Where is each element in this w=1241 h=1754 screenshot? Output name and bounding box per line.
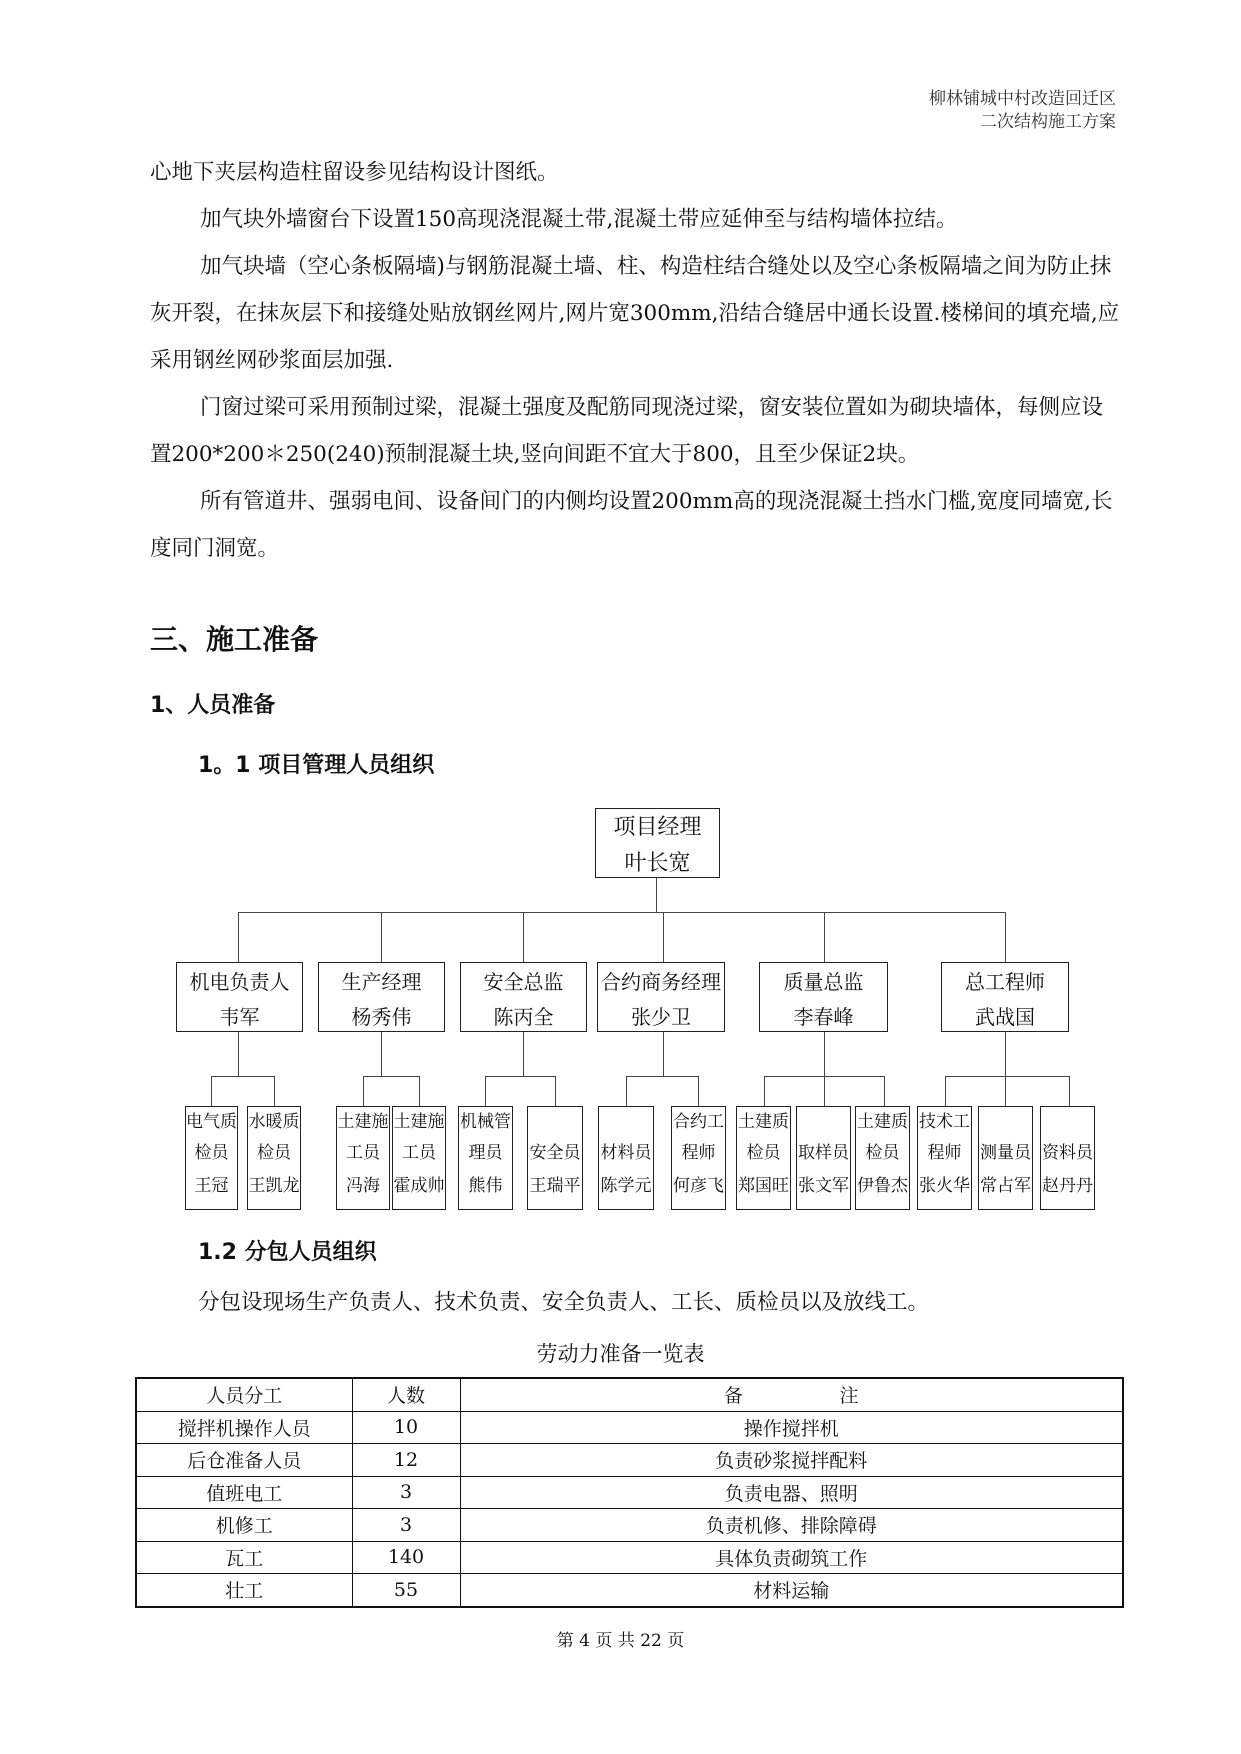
org-name: 韦军	[219, 1005, 260, 1029]
table-header-cell: 人员分工	[136, 1378, 352, 1411]
table-row	[136, 1541, 1123, 1574]
paragraph: 加气块墙（空心条板隔墙)与钢筋混凝土墙、柱、构造柱结合缝处以及空心条板隔墙之间为防止抹灰开裂，在抹灰层下和接缝处贴放钢丝网片,网片宽300mm,沿结合缝居中通长设置.楼梯间的填充墙,应采用钢丝网砂浆面层加强.	[150, 254, 1120, 373]
org-l3-line: 工员	[346, 1143, 380, 1163]
org-box-level3	[458, 1106, 513, 1210]
table-cell: 材料运输	[460, 1574, 1123, 1607]
org-box-level3	[336, 1106, 390, 1210]
org-role: 合约商务经理	[601, 970, 721, 994]
org-role: 生产经理	[341, 970, 422, 994]
org-l3-line: 程师	[927, 1143, 962, 1163]
paragraph: 所有管道井、强弱电间、设备间门的内侧均设置200mm高的现浇混凝土挡水门槛,宽度同墙宽,长度同门洞宽。	[150, 489, 1113, 561]
org-l3-line: 土建质	[738, 1112, 789, 1132]
org-box-level2	[460, 962, 587, 1032]
org-l3-line	[979, 1111, 1032, 1133]
org-l3-line: 土建施	[393, 1112, 445, 1132]
org-l3-line: 检员	[257, 1143, 291, 1163]
org-box-level3	[917, 1106, 972, 1210]
org-box-level3	[185, 1106, 238, 1210]
org-name: 杨秀伟	[351, 1005, 412, 1029]
table-cell: 负责砂浆搅拌配料	[460, 1444, 1123, 1477]
org-name: 陈丙全	[493, 1005, 554, 1029]
org-l3-line: 何彦飞	[673, 1176, 724, 1196]
org-box-level3	[978, 1106, 1033, 1210]
org-box-level2	[597, 962, 725, 1032]
org-box-level3	[598, 1106, 654, 1210]
paragraph: 加气块外墙窗台下设置150高现浇混凝土带,混凝土带应延伸至与结构墙体拉结。	[200, 207, 958, 232]
org-l3-line: 郑国旺	[738, 1176, 789, 1196]
org-box-level3	[796, 1106, 851, 1210]
org-l3-line: 熊伟	[468, 1176, 503, 1196]
org-box-level2	[318, 962, 445, 1032]
table-cell: 搅拌机操作人员	[136, 1411, 352, 1444]
org-box-level3	[247, 1106, 301, 1210]
org-box-level2	[176, 962, 303, 1032]
org-box-level3	[671, 1106, 726, 1210]
org-l3-line: 合约工	[673, 1112, 724, 1132]
table-row	[136, 1411, 1123, 1444]
table-header-cell: 备 注	[460, 1378, 1123, 1411]
table-cell: 瓦工	[136, 1541, 352, 1574]
org-l3-line: 张文军	[798, 1176, 849, 1196]
org-name: 张少卫	[631, 1005, 691, 1029]
org-box-level3	[855, 1106, 910, 1210]
org-box-level2	[941, 962, 1069, 1032]
org-l3-line: 取样员	[798, 1143, 849, 1163]
org-l3-line: 电气质	[186, 1112, 237, 1132]
table-row	[136, 1574, 1123, 1607]
org-name: 武战国	[975, 1005, 1035, 1029]
org-box-level3	[736, 1106, 791, 1210]
org-l3-line: 程师	[681, 1143, 716, 1163]
org-l3-line: 陈学元	[600, 1176, 652, 1196]
page-header	[929, 88, 1116, 134]
org-l3-line: 安全员	[529, 1143, 581, 1163]
table-cell: 55	[352, 1574, 460, 1607]
table-cell: 12	[352, 1444, 460, 1477]
org-l3-line: 霍成帅	[393, 1176, 445, 1196]
org-box-level3	[527, 1106, 583, 1210]
subcontract-text: 分包设现场生产负责人、技术负责、安全负责人、工长、质检员以及放线工。	[198, 1290, 930, 1315]
labor-table	[135, 1377, 1124, 1608]
org-l3-line: 王冠	[194, 1176, 229, 1196]
org-l3-line: 理员	[468, 1143, 503, 1163]
org-role: 项目经理	[613, 815, 702, 840]
table-cell: 值班电工	[136, 1476, 352, 1509]
org-l3-line: 水暖质	[248, 1112, 300, 1132]
org-l3-line: 测量员	[980, 1143, 1031, 1163]
org-l3-line: 资料员	[1042, 1143, 1093, 1163]
paragraph: 门窗过梁可采用预制过梁，混凝土强度及配筋同现浇过梁，窗安装位置如为砌块墙体，每侧应设置200*200＊250(240)预制混凝土块,竖向间距不宜大于800，且至少保证2块。	[150, 395, 1104, 467]
org-l3-line: 王瑞平	[529, 1176, 581, 1196]
table-cell: 具体负责砌筑工作	[460, 1541, 1123, 1574]
org-l3-line: 检员	[865, 1143, 900, 1163]
org-l3-line: 土建施	[337, 1112, 389, 1132]
paragraph: 心地下夹层构造柱留设参见结构设计图纸。	[150, 160, 559, 185]
org-l3-line	[599, 1111, 653, 1133]
page-footer: 第 4 页 共 22 页	[556, 1631, 685, 1651]
table-row	[136, 1509, 1123, 1542]
table-row	[136, 1444, 1123, 1477]
table-cell: 壮工	[136, 1574, 352, 1607]
org-box-level3	[1040, 1106, 1095, 1210]
org-role: 质量总监	[783, 970, 864, 994]
table-cell: 操作搅拌机	[460, 1411, 1123, 1444]
table-row	[136, 1476, 1123, 1509]
org-l3-line: 张火华	[919, 1176, 970, 1196]
org-l3-line	[528, 1111, 582, 1133]
org-l3-line	[1041, 1111, 1094, 1133]
org-l3-line: 王凯龙	[248, 1176, 300, 1196]
org-l3-line: 冯海	[346, 1176, 380, 1196]
table-cell: 负责机修、排除障碍	[460, 1509, 1123, 1542]
org-l3-line	[797, 1111, 850, 1133]
table-cell: 3	[352, 1476, 460, 1509]
org-l3-line: 伊鲁杰	[857, 1176, 908, 1196]
org-box-top	[595, 808, 720, 878]
org-l3-line: 机械管	[460, 1112, 511, 1132]
org-l3-line: 赵丹丹	[1042, 1176, 1093, 1196]
table-cell: 10	[352, 1411, 460, 1444]
org-name: 李春峰	[793, 1005, 854, 1029]
org-box-level3	[392, 1106, 446, 1210]
org-role: 安全总监	[483, 970, 564, 994]
org-role: 机电负责人	[189, 970, 290, 994]
table-title: 劳动力准备一览表	[536, 1342, 705, 1366]
org-l3-line: 材料员	[600, 1143, 652, 1163]
header-project: 柳林铺城中村改造回迁区	[929, 89, 1116, 109]
org-l3-line: 检员	[746, 1143, 781, 1163]
org-name: 叶长宽	[624, 851, 691, 876]
subsection-title: 1、人员准备	[150, 693, 276, 718]
org-l3-line: 技术工	[919, 1112, 970, 1132]
org-role: 总工程师	[965, 970, 1045, 994]
section-title: 三、施工准备	[150, 623, 319, 656]
org-l3-line: 工员	[402, 1143, 436, 1163]
org-l3-line: 检员	[194, 1143, 229, 1163]
table-cell: 负责电器、照明	[460, 1476, 1123, 1509]
body-text	[150, 149, 1120, 572]
subcontract-org-title: 1.2 分包人员组织	[198, 1240, 377, 1265]
table-cell: 后仓准备人员	[136, 1444, 352, 1477]
table-header-cell: 人数	[352, 1378, 460, 1411]
org-box-level2	[759, 962, 888, 1032]
table-cell: 机修工	[136, 1509, 352, 1542]
org-l3-line: 常占军	[980, 1176, 1031, 1196]
header-doc-title: 二次结构施工方案	[980, 112, 1116, 132]
table-cell: 140	[352, 1541, 460, 1574]
table-header-row	[136, 1378, 1123, 1411]
table-cell: 3	[352, 1509, 460, 1542]
org-l3-line: 土建质	[857, 1112, 908, 1132]
management-org-title: 1。1 项目管理人员组织	[198, 753, 435, 778]
